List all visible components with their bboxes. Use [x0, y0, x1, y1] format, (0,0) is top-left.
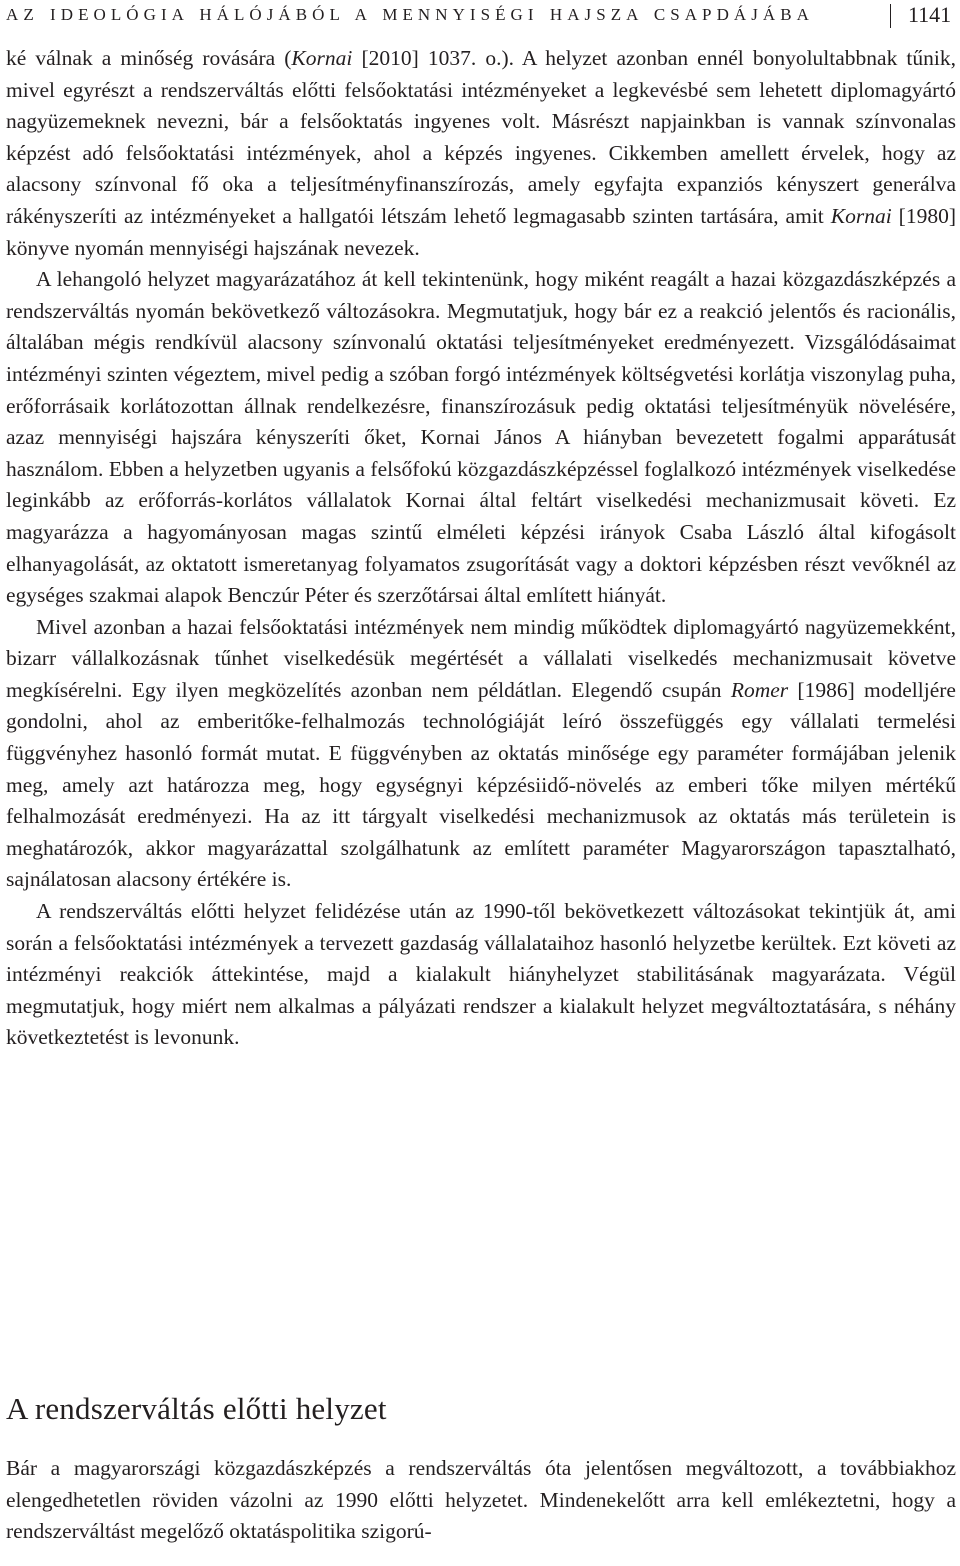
text-run: [1986] modelljére gondolni, ahol az emberitőke-felhalmozás technológiáját leíró összefüggés egy vállalati termelési függvényhez hasonló formát mutat. E függvényben az oktatás minősége egy paraméter formájában jelenik meg, amely azt határozza meg, hogy egységnyi képzésiidő-növelés az emberi tőke milyen mértékű felhalmozását eredményezi. Ha az itt tárgyalt viselkedési mechanizmusok az oktatás más területein is meghatározók, akkor magyarázattal szolgálhatunk az említett paraméter Magyarországon tapasztalható, sajnálatosan alacsony értékére is. [6, 677, 956, 892]
text-run: ké válnak a minőség rovására ( [6, 46, 292, 70]
running-head [6, 0, 956, 36]
running-title: AZ IDEOLÓGIA HÁLÓJÁBÓL A MENNYISÉGI HAJSZA CSAPDÁJÁBA [6, 5, 814, 24]
body-text [6, 43, 956, 1054]
cited-author: Romer [730, 677, 789, 702]
text-run: Mivel azonban a hazai felsőoktatási intézmények nem mindig működtek diplomagyártó nagyüzemekként, bizarr vállalkozásnak tűnhet viselkedésük megértését a vállalati viselkedés mechanizmusait követve megkísérelni. Egy ilyen megközelítés azonban nem példátlan. Elegendő csupán [6, 614, 956, 702]
section-body [6, 1453, 956, 1548]
page-number: 1141 [908, 2, 952, 27]
text-run: [1980] könyve nyomán mennyiségi hajszának nevezek. [6, 203, 956, 260]
paragraph [6, 896, 956, 1054]
cited-author: Kornai [291, 46, 353, 70]
cited-author: Kornai [830, 203, 892, 228]
paragraph [6, 43, 956, 264]
section-heading: A rendszerváltás előtti helyzet [6, 1391, 387, 1426]
header-divider [890, 4, 891, 28]
text-run: A rendszerváltás előtti helyzet felidézése után az 1990-től bekövetkezett változásokat tekintjük át, ami során a felsőoktatási intézmények a tervezett gazdaság vállalataihoz hasonló helyzetbe kerültek. Ezt követi az intézményi reakciók áttekintése, majd a kialakult hiányhelyzet stabilitásának magyarázata. Végül megmutatjuk, hogy miért nem alkalmas a pályázati rendszer a kialakult helyzet megváltoztatására, s néhány következtetést is levonunk. [6, 899, 956, 1050]
paragraph [6, 264, 956, 612]
text-run: [2010] 1037. o.). A helyzet azonban ennél bonyolultabbnak tűnik, mivel egyrészt a rendszerváltás előtti felsőoktatási intézményeket a legkevésbé sem lehetett diplomagyártó nagyüzemeknek nevezni, bár a felsőoktatás ingyenes volt. Másrészt napjainkban is vannak színvonalas képzést adó felsőoktatási intézmények, ahol a képzés ingyenes. Cikkemben amellett érvelek, hogy az alacsony színvonal fő oka a teljesítményfinanszírozás, amely egyfajta expanziós kényszert generálva rákényszeríti az intézményeket a hallgatói létszám lehető legmagasabb szinten tartására, amit [6, 46, 956, 228]
paragraph: Bár a magyarországi közgazdászképzés a rendszerváltás óta jelentősen megváltozott, a továbbiakhoz elengedhetetlen röviden vázolni az 1990 előtti helyzetet. Mindenekelőtt arra kell emlékeztetni, hogy a rendszerváltást megelőző oktatáspolitika szigorú- [6, 1456, 956, 1544]
paragraph [6, 612, 956, 896]
text-run: A lehangoló helyzet magyarázatához át kell tekintenünk, hogy miként reagált a hazai közgazdászképzés a rendszerváltás nyomán bekövetkező változásokra. Megmutatjuk, hogy bár ez a reakció jelentős és racionális, általában mégis rendkívül alacsony színvonalú oktatási teljesítményeket eredményezett. Vizsgálódásaimat intézményi szinten végeztem, mivel pedig a szóban forgó intézmények költségvetési korlátja viszonylag puha, erőforrásaik korlátozottan állnak rendelkezésre, finanszírozásuk pedig oktatási teljesítményük növelésére, azaz mennyiségi hajszára kényszeríti őket, Kornai János A hiányban bevezetett fogalmi apparátusát használom. Ebben a helyzetben ugyanis a felsőfokú közgazdászképzéssel foglalkozó intézmények viselkedése leginkább az erőforrás-korlátos vállalatok Kornai által feltárt viselkedési mechanizmusait követi. Ez magyarázza a hagyományosan magas szintű elméleti képzési irányok Csaba László által kifogásolt elhanyagolását, az oktatott ismeretanyag folyamatos zsugorítását vagy a doktori képzésben részt vevőknél az egységes szakmai alapok Benczúr Péter és szerzőtársai által említett hiányát. [6, 267, 956, 608]
